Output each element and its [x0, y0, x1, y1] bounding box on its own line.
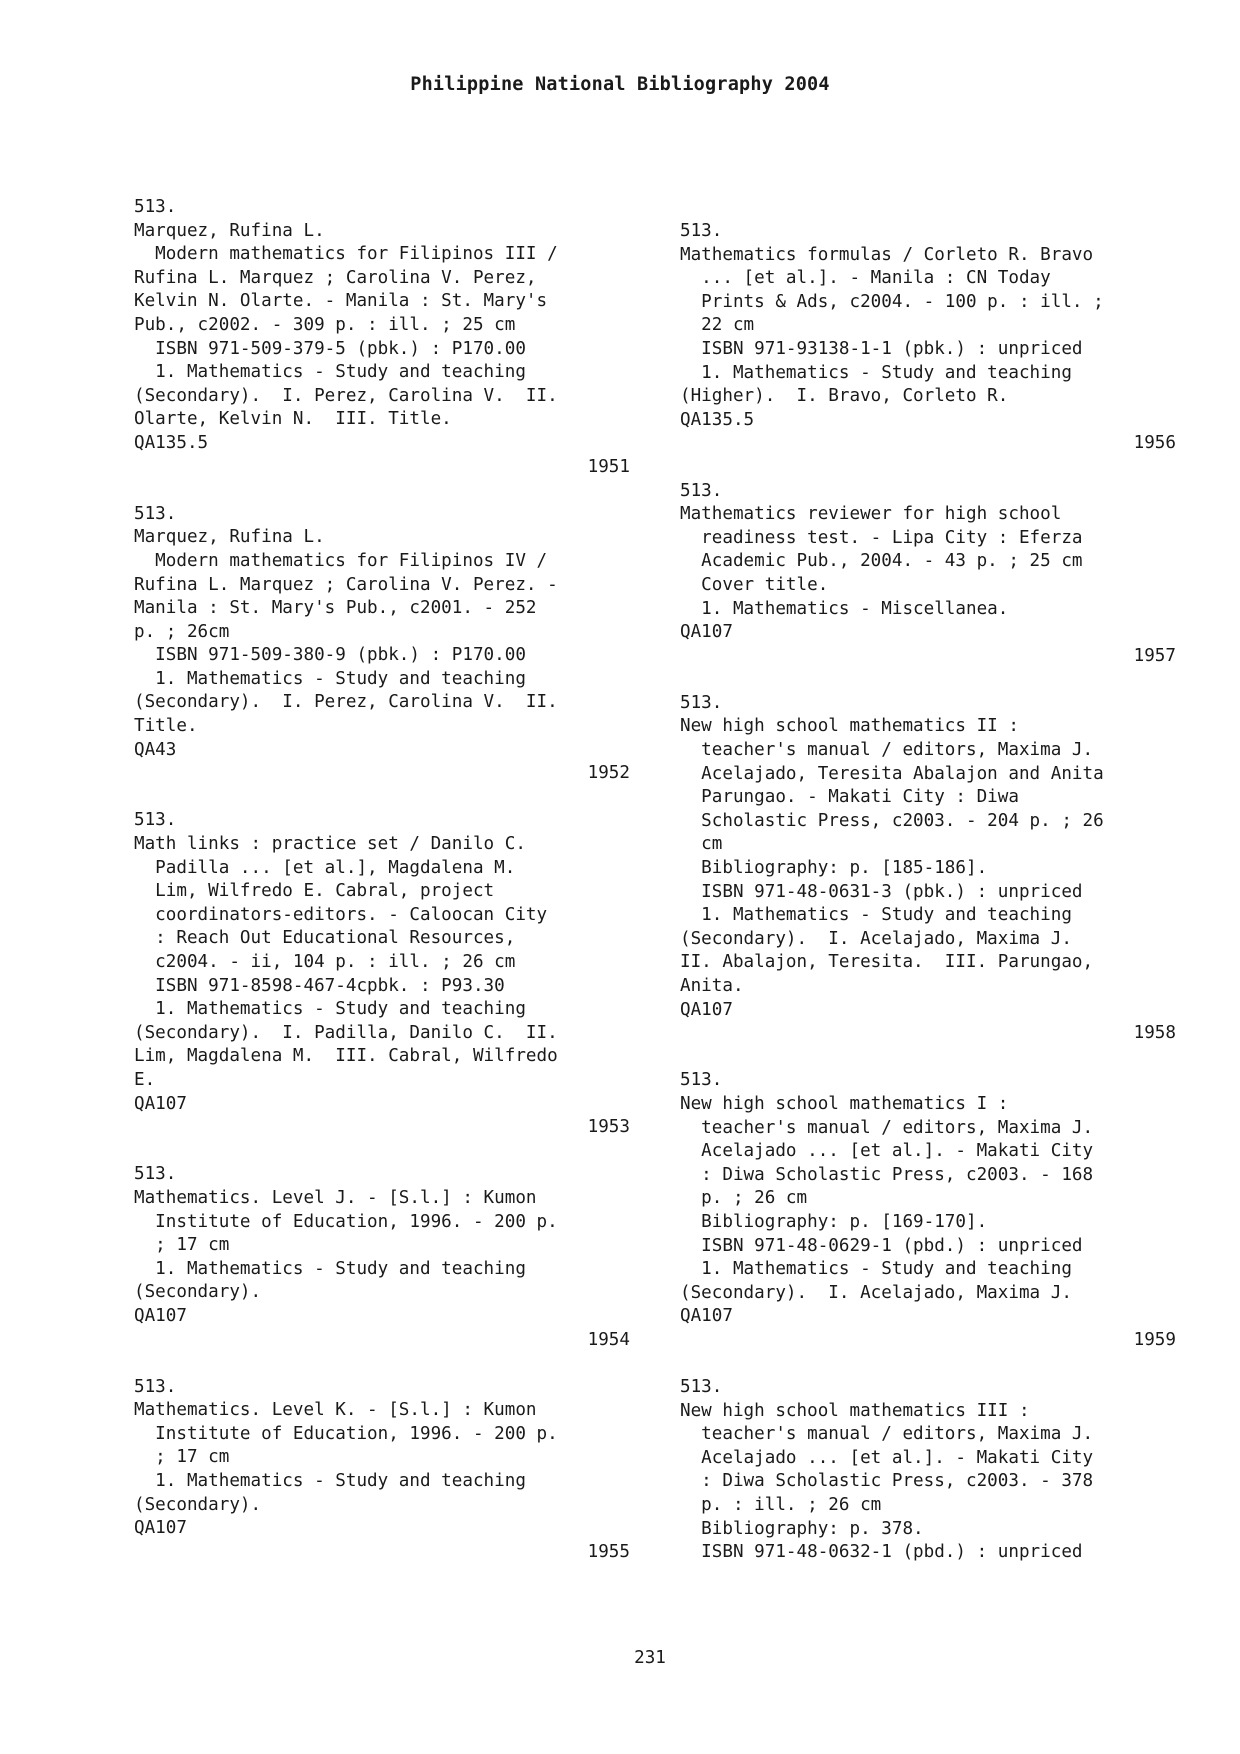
entry-number: 1952 [587, 763, 630, 784]
bibliography-entry [680, 480, 1200, 669]
entry-line: Academic Pub., 2004. - 43 p. ; 25 cm [680, 551, 1083, 572]
entry-line: Mathematics. Level J. - [S.l.] : Kumon [134, 1187, 537, 1208]
entry-line: teacher's manual / editors, Maxima J. [680, 1424, 1094, 1445]
entry-line: Math links : practice set / Danilo C. [134, 834, 526, 855]
bibliography-entry [680, 220, 1200, 456]
entry-line: (Secondary). I. Acelajado, Maxima J. [680, 928, 1072, 949]
entry-line: QA107 [680, 999, 733, 1020]
bibliography-entry [134, 1376, 654, 1565]
entry-line: Marquez, Rufina L. [134, 220, 325, 241]
entry-line: ; 17 cm [134, 1447, 230, 1468]
entry-line: ISBN 971-93138-1-1 (pbk.) : unpriced [680, 338, 1083, 359]
entry-line: Modern mathematics for Filipinos III / [134, 244, 558, 265]
entry-line: New high school mathematics I : [680, 1093, 1009, 1114]
entry-line: Rufina L. Marquez ; Carolina V. Perez. - [134, 574, 558, 595]
entry-line: Scholastic Press, c2003. - 204 p. ; 26 [680, 810, 1104, 831]
entry-line: Kelvin N. Olarte. - Manila : St. Mary's [134, 291, 548, 312]
entry-line: 1. Mathematics - Study and teaching [680, 1259, 1072, 1280]
entry-line: (Secondary). I. Perez, Carolina V. II. [134, 692, 558, 713]
entry-line: : Diwa Scholastic Press, c2003. - 168 [680, 1164, 1094, 1185]
entry-line: Parungao. - Makati City : Diwa [680, 787, 1019, 808]
entry-line: ... [et al.]. - Manila : CN Today [680, 268, 1051, 289]
entry-line: ISBN 971-48-0631-3 (pbk.) : unpriced [680, 881, 1083, 902]
entry-line: (Secondary). I. Acelajado, Maxima J. [680, 1282, 1072, 1303]
entry-line: Acelajado ... [et al.]. - Makati City [680, 1141, 1094, 1162]
entry-line: Padilla ... [et al.], Magdalena M. [134, 857, 516, 878]
entry-line: Bibliography: p. 378. [680, 1518, 924, 1539]
entry-line: p. : ill. ; 26 cm [680, 1495, 882, 1516]
entry-line: teacher's manual / editors, Maxima J. [680, 740, 1094, 761]
bibliography-entry [134, 196, 654, 479]
bibliography-entry [134, 1163, 654, 1352]
entry-line: Bibliography: p. [185-186]. [680, 858, 988, 879]
bibliography-entry [680, 1376, 1200, 1565]
entry-line: 1. Mathematics - Study and teaching [134, 1258, 526, 1279]
page-number: 231 [634, 1648, 666, 1668]
entry-line: QA107 [680, 622, 733, 643]
entry-line: : Reach Out Educational Resources, [134, 928, 516, 949]
entry-line: Mathematics. Level K. - [S.l.] : Kumon [134, 1400, 537, 1421]
entry-line: Institute of Education, 1996. - 200 p. [134, 1423, 558, 1444]
entry-number: 1953 [587, 1117, 630, 1138]
entry-number: 1951 [587, 456, 630, 477]
entry-line: (Secondary). I. Perez, Carolina V. II. [134, 385, 558, 406]
entry-line: ISBN 971-509-380-9 (pbk.) : P170.00 [134, 645, 526, 666]
entry-line: Title. [134, 716, 198, 737]
entry-line: Bibliography: p. [169-170]. [680, 1211, 988, 1232]
entry-line: ISBN 971-48-0632-1 (pbd.) : unpriced [680, 1542, 1083, 1563]
entry-number: 1955 [587, 1541, 630, 1562]
page-title: Philippine National Bibliography 2004 [410, 74, 830, 95]
entry-line: ISBN 971-48-0629-1 (pbd.) : unpriced [680, 1235, 1083, 1256]
classification-number: 513. [680, 1377, 723, 1398]
classification-number: 513. [134, 1376, 177, 1397]
entry-line: Mathematics formulas / Corleto R. Bravo [680, 244, 1094, 265]
entry-number: 1959 [1133, 1329, 1176, 1350]
entry-line: (Secondary). [134, 1494, 262, 1515]
entry-line: Olarte, Kelvin N. III. Title. [134, 409, 452, 430]
entry-line: QA107 [134, 1518, 187, 1539]
entry-line: Institute of Education, 1996. - 200 p. [134, 1211, 558, 1232]
entry-line: readiness test. - Lipa City : Eferza [680, 527, 1083, 548]
entry-line: 1. Mathematics - Study and teaching [134, 999, 526, 1020]
entry-number: 1958 [1133, 1023, 1176, 1044]
entry-line: Lim, Magdalena M. III. Cabral, Wilfredo [134, 1046, 558, 1067]
classification-number: 513. [680, 692, 723, 713]
entry-line: QA107 [134, 1305, 187, 1326]
classification-number: 513. [134, 810, 177, 831]
entry-line: (Higher). I. Bravo, Corleto R. [680, 386, 1009, 407]
entry-line: II. Abalajon, Teresita. III. Parungao, [680, 952, 1094, 973]
entry-line: Anita. [680, 976, 744, 996]
entry-line: Acelajado ... [et al.]. - Makati City [680, 1447, 1094, 1468]
entry-line: Mathematics reviewer for high school [680, 504, 1062, 525]
entry-number: 1954 [587, 1329, 630, 1350]
entry-line: (Secondary). [134, 1282, 262, 1303]
entry-line: Prints & Ads, c2004. - 100 p. : ill. ; [680, 291, 1104, 312]
entry-line: coordinators-editors. - Caloocan City [134, 904, 548, 925]
entry-line: QA135.5 [680, 409, 755, 430]
entry-line: 1. Mathematics - Study and teaching [134, 362, 526, 383]
entry-line: Lim, Wilfredo E. Cabral, project [134, 881, 495, 902]
entry-line: 22 cm [680, 315, 755, 336]
bibliography-entry [680, 1069, 1200, 1352]
entry-line: Cover title. [680, 574, 829, 595]
entry-line: : Diwa Scholastic Press, c2003. - 378 [680, 1471, 1094, 1492]
entry-line: New high school mathematics III : [680, 1400, 1030, 1421]
entry-line: E. [134, 1069, 156, 1090]
entry-line: ISBN 971-509-379-5 (pbk.) : P170.00 [134, 338, 526, 359]
entry-line: New high school mathematics II : [680, 716, 1019, 737]
classification-number: 513. [134, 503, 177, 524]
entry-line: (Secondary). I. Padilla, Danilo C. II. [134, 1022, 558, 1043]
right-column [680, 220, 1200, 1565]
entry-line: c2004. - ii, 104 p. : ill. ; 26 cm [134, 952, 516, 972]
entry-line: teacher's manual / editors, Maxima J. [680, 1117, 1094, 1138]
classification-number: 513. [680, 480, 723, 501]
bibliography-entry [134, 809, 654, 1139]
classification-number: 513. [134, 1164, 177, 1185]
entry-line: 1. Mathematics - Miscellanea. [680, 598, 1009, 619]
entry-line: Modern mathematics for Filipinos IV / [134, 550, 548, 571]
bibliography-entry [680, 692, 1200, 1046]
entry-line: 1. Mathematics - Study and teaching [134, 1471, 526, 1492]
entry-line: 1. Mathematics - Study and teaching [680, 905, 1072, 926]
entry-line: ; 17 cm [134, 1235, 230, 1256]
entry-line: p. ; 26cm [134, 621, 230, 642]
entry-line: cm [680, 834, 723, 855]
classification-number: 513. [680, 1070, 723, 1091]
classification-number: 513. [134, 197, 177, 217]
entry-line: QA107 [134, 1093, 187, 1114]
entry-number: 1956 [1133, 433, 1176, 454]
bibliography-entry [134, 503, 654, 786]
entry-line: Pub., c2002. - 309 p. : ill. ; 25 cm [134, 314, 516, 335]
entry-line: QA107 [680, 1306, 733, 1327]
entry-line: QA43 [134, 739, 177, 760]
left-column [134, 196, 654, 1564]
entry-line: QA135.5 [134, 432, 209, 453]
entry-line: p. ; 26 cm [680, 1188, 808, 1209]
entry-line: Rufina L. Marquez ; Carolina V. Perez, [134, 267, 537, 288]
entry-line: ISBN 971-8598-467-4cpbk. : P93.30 [134, 975, 505, 996]
entry-line: 1. Mathematics - Study and teaching [134, 668, 526, 689]
entry-number: 1957 [1133, 645, 1176, 666]
entry-line: Marquez, Rufina L. [134, 527, 325, 548]
entry-line: 1. Mathematics - Study and teaching [680, 362, 1072, 383]
entry-line: Acelajado, Teresita Abalajon and Anita [680, 763, 1104, 784]
classification-number: 513. [680, 221, 723, 241]
entry-line: Manila : St. Mary's Pub., c2001. - 252 [134, 598, 537, 619]
